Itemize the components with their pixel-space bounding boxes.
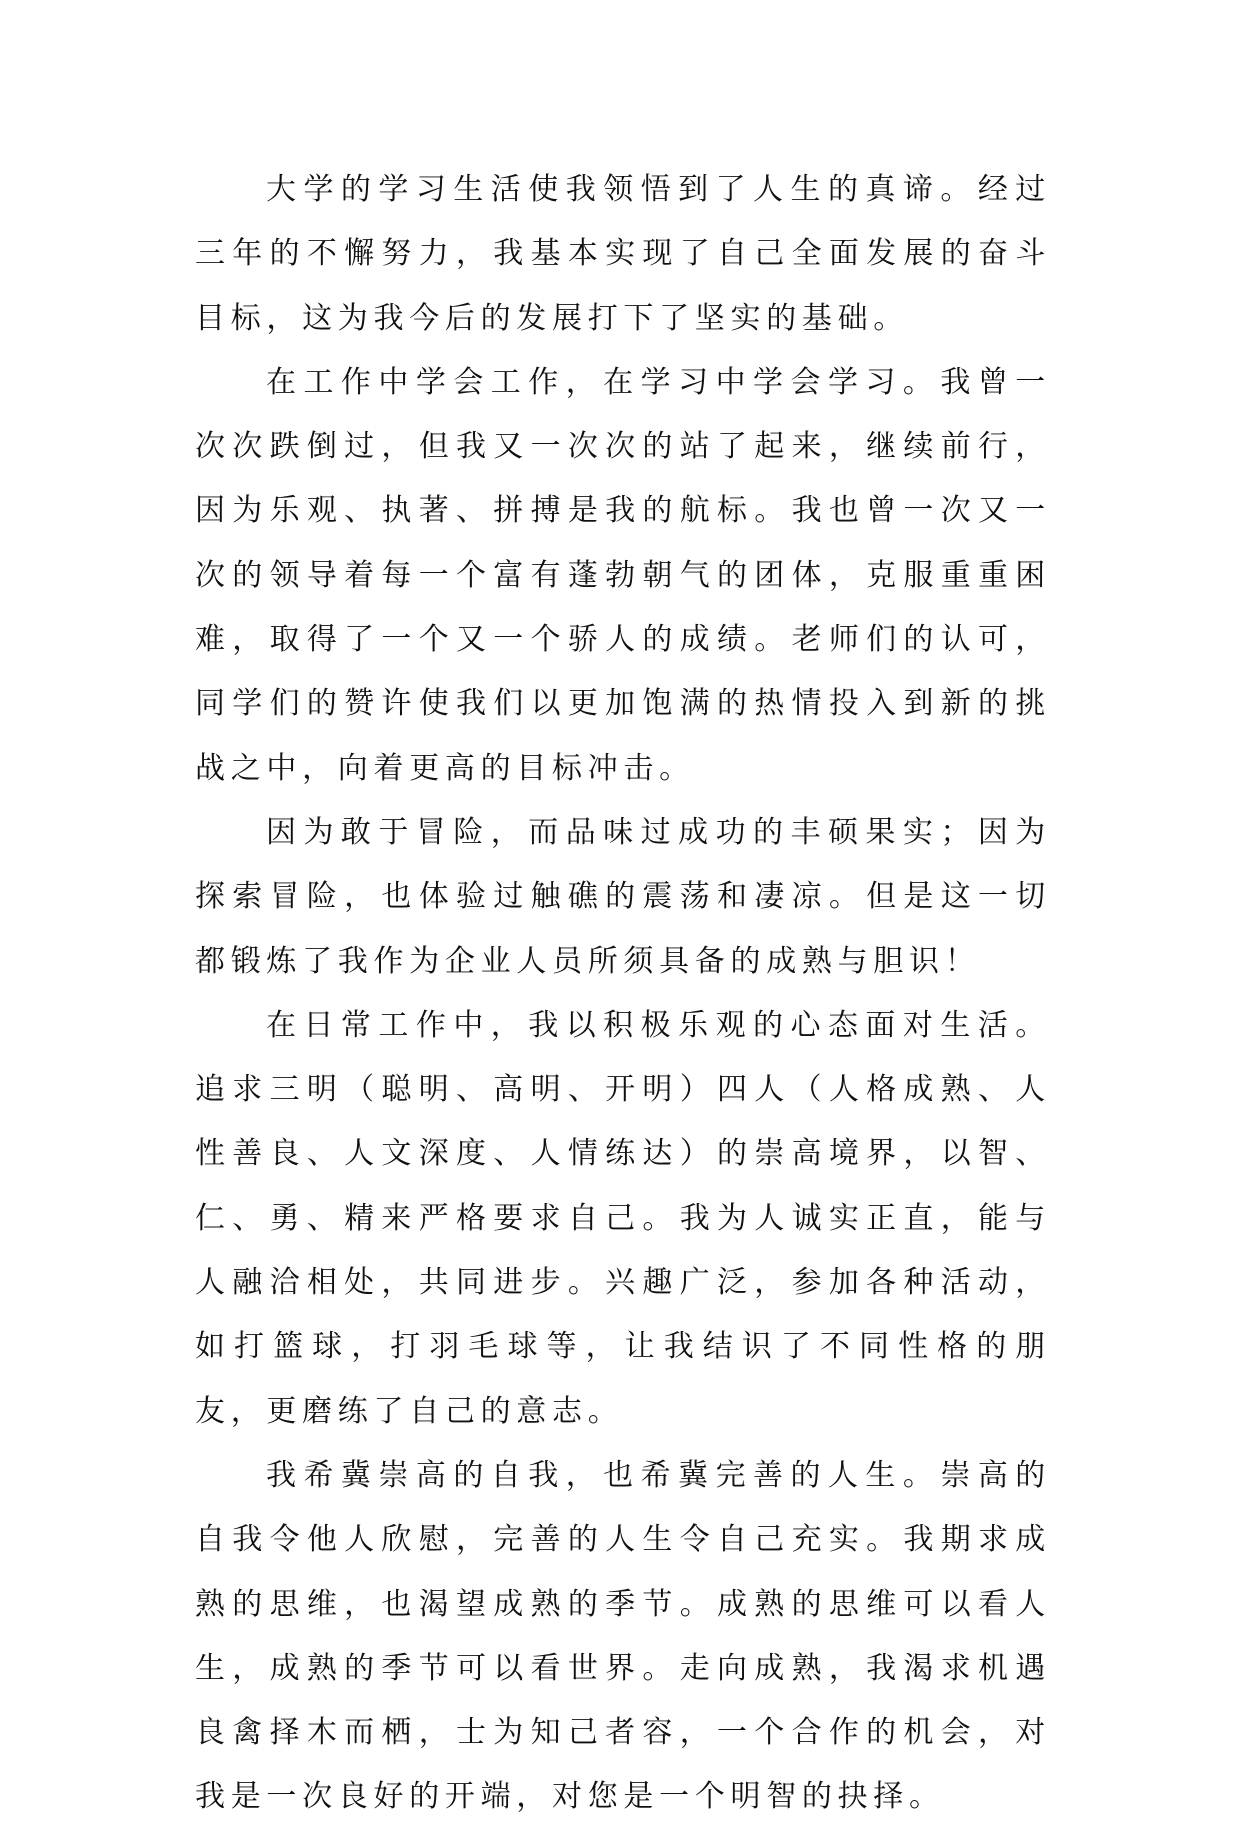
paragraph-4: 在日常工作中，我以积极乐观的心态面对生活。追求三明（聪明、高明、开明）四人（人格成熟、人性善良、人文深度、人情练达）的崇高境界，以智、仁、勇、精来严格要求自己。我为人诚实正直，能与人融洽相处，共同进步。兴趣广泛，参加各种活动，如打篮球，打羽毛球等，让我结识了不同性格的朋友，更磨练了自己的意志。 (195, 1007, 1051, 1429)
paragraph-2: 在工作中学会工作，在学习中学会学习。我曾一次次跌倒过，但我又一次次的站了起来，继续前行，因为乐观、执著、拼搏是我的航标。我也曾一次又一次的领导着每一个富有蓬勃朝气的团体，克服重重困难，取得了一个又一个骄人的成绩。老师们的认可，同学们的赞许使我们以更加饱满的热情投入到新的挑战之中，向着更高的目标冲击。 (195, 364, 1051, 786)
document-body (195, 158, 1051, 1830)
paragraph-1: 大学的学习生活使我领悟到了人生的真谛。经过三年的不懈努力，我基本实现了自己全面发展的奋斗目标，这为我今后的发展打下了坚实的基础。 (195, 172, 1051, 336)
paragraph-5: 我希冀崇高的自我，也希冀完善的人生。崇高的自我令他人欣慰，完善的人生令自己充实。我期求成熟的思维，也渴望成熟的季节。成熟的思维可以看人生，成熟的季节可以看世界。走向成熟，我渴求机遇良禽择木而栖，士为知己者容，一个合作的机会，对我是一次良好的开端，对您是一个明智的抉择。 (195, 1457, 1051, 1815)
paragraph-3: 因为敢于冒险，而品味过成功的丰硕果实；因为探索冒险，也体验过触礁的震荡和凄凉。但是这一切都锻炼了我作为企业人员所须具备的成熟与胆识！ (195, 814, 1051, 979)
